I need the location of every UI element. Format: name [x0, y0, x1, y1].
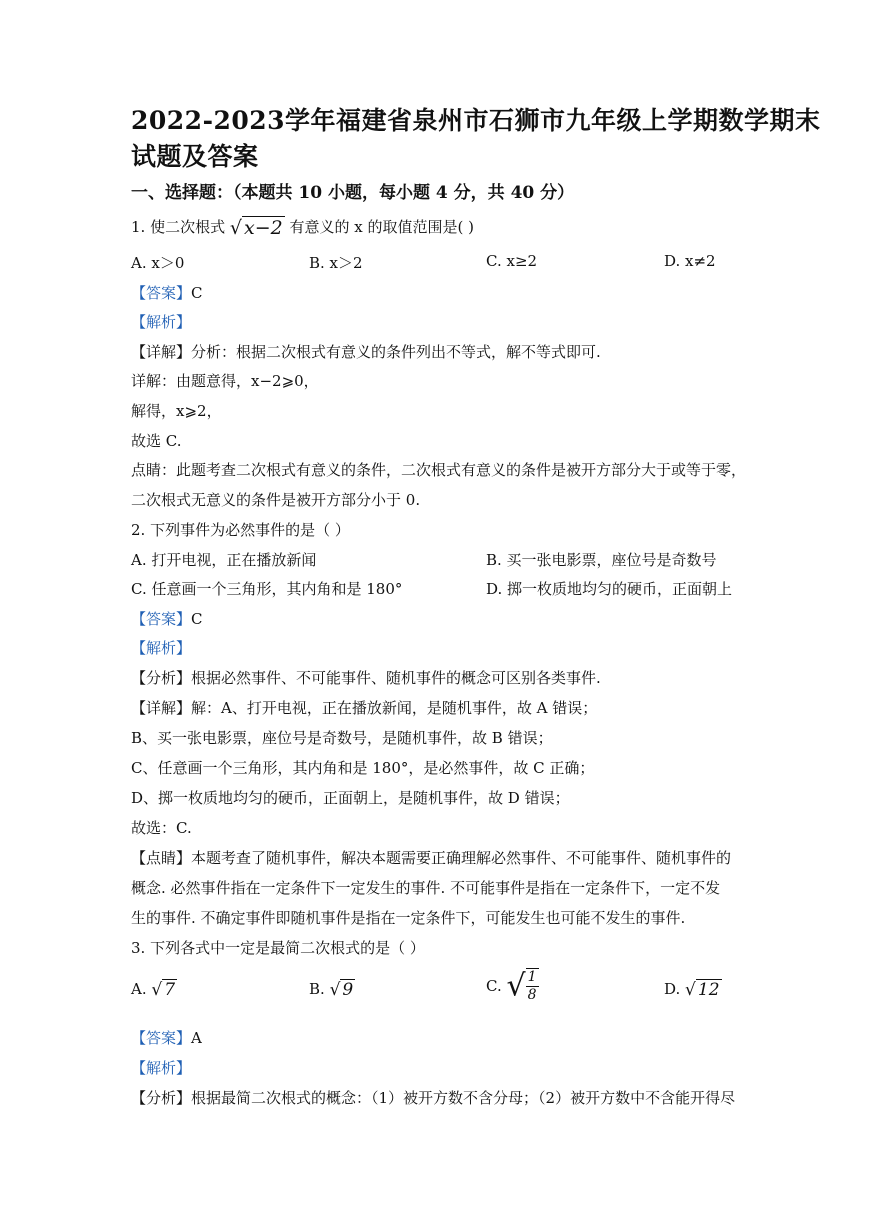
q2-answer-line: [131, 608, 203, 629]
q2-option-d: D. 掷一枚质地均匀的硬币，正面朝上: [486, 580, 733, 598]
q1-option-c: C. x≥2: [486, 252, 538, 270]
q1-option-a: A. x＞0: [131, 254, 185, 272]
q1-solution-2: 解得，x⩾2，: [131, 402, 222, 420]
q3-option-c-denominator: 8: [527, 987, 537, 1003]
q1-note-1: 点睛：此题考查二次根式有意义的条件，二次根式有意义的条件是被开方部分大于或等于零，: [131, 461, 747, 479]
section-heading: 一、选择题：（本题共 10 小题，每小题 4 分，共 40 分）: [131, 183, 575, 203]
q1-solution-3: 故选 C.: [131, 432, 182, 450]
q3-option-a-label: A.: [131, 980, 147, 998]
q2-option-c: C. 任意画一个三角形，其内角和是 180°: [131, 580, 403, 598]
q3-option-c-numerator: 1: [527, 969, 537, 985]
q1-stem: [131, 216, 474, 239]
q2-note-3: 生的事件. 不确定事件即随机事件是指在一定条件下，可能发生也可能不发生的事件.: [131, 909, 686, 927]
q3-option-a-radical: √ 7: [151, 980, 176, 1000]
q2-option-a: A. 打开电视，正在播放新闻: [131, 551, 317, 569]
document-title-line2: 试题及答案: [131, 142, 259, 171]
q1-answer-tag: 【答案】: [131, 284, 192, 302]
q2-note-2: 概念. 必然事件指在一定条件下一定发生的事件. 不可能事件是指在一定条件下，一定不发: [131, 879, 721, 897]
q3-option-c: [486, 968, 539, 1004]
q1-analysis-tag: 【解析】: [131, 313, 192, 331]
q2-analysis-tag: 【解析】: [131, 639, 192, 657]
q3-option-d-label: D.: [664, 980, 681, 998]
q2-answer: C: [191, 610, 203, 628]
q1-note-2: 二次根式无意义的条件是被开方部分小于 0.: [131, 491, 421, 509]
q1-radicand: x−2: [243, 217, 283, 239]
q2-detail-1: 【详解】解：A、打开电视，正在播放新闻，是随机事件，故 A 错误；: [131, 699, 598, 717]
q3-option-a-radicand: 7: [164, 980, 176, 1000]
q3-option-a: [131, 980, 177, 1000]
q3-answer-tag: 【答案】: [131, 1029, 192, 1047]
q1-detail: 【详解】分析：根据二次根式有意义的条件列出不等式，解不等式即可.: [131, 343, 601, 361]
q3-answer: A: [191, 1029, 202, 1047]
q3-answer-line: [131, 1027, 202, 1048]
q3-option-b-radicand: 9: [342, 980, 354, 1000]
q3-option-d-radical: √ 12: [685, 980, 720, 1000]
q1-stem-after: 有意义的 x 的取值范围是( ): [289, 218, 474, 236]
q1-stem-before: 1. 使二次根式: [131, 218, 226, 236]
q3-analysis-tag: 【解析】: [131, 1059, 192, 1077]
q2-detail-3: C、任意画一个三角形，其内角和是 180°，是必然事件，故 C 正确；: [131, 759, 595, 777]
q3-option-d-radicand: 12: [697, 980, 720, 1000]
q1-answer-line: [131, 282, 203, 303]
q1-answer: C: [191, 284, 203, 302]
q2-fenxi: 【分析】根据必然事件、不可能事件、随机事件的概念可区别各类事件.: [131, 669, 601, 687]
q1-radical: √ x−2: [229, 217, 283, 239]
q3-option-b-label: B.: [309, 980, 325, 998]
q1-option-d: D. x≠2: [664, 252, 716, 270]
q2-detail-4: D、掷一枚质地均匀的硬币，正面朝上，是随机事件，故 D 错误；: [131, 789, 570, 807]
q3-fenxi: 【分析】根据最简二次根式的概念：（1）被开方数不含分母；（2）被开方数中不含能开得尽: [131, 1089, 736, 1107]
q3-stem: 3. 下列各式中一定是最简二次根式的是（ ）: [131, 939, 425, 957]
q3-option-b-radical: √ 9: [329, 980, 354, 1000]
q1-option-b: B. x＞2: [309, 254, 363, 272]
q2-detail-5: 故选：C.: [131, 819, 192, 837]
q3-option-c-label: C.: [486, 977, 502, 995]
q2-answer-tag: 【答案】: [131, 610, 192, 628]
document-title-line1: 2022-2023学年福建省泉州市石狮市九年级上学期数学期末: [131, 106, 821, 135]
q3-option-b: [309, 980, 355, 1000]
q2-stem: 2. 下列事件为必然事件的是（ ）: [131, 521, 350, 539]
q2-note-1: 【点睛】本题考查了随机事件，解决本题需要正确理解必然事件、不可能事件、随机事件的: [131, 849, 732, 867]
q1-solution-1: 详解：由题意得，x−2⩾0，: [131, 372, 319, 390]
q3-option-c-radical: √ $\frac{1}{8}$: [506, 968, 537, 1004]
q2-option-b: B. 买一张电影票，座位号是奇数号: [486, 551, 717, 569]
q2-detail-2: B、买一张电影票，座位号是奇数号，是随机事件，故 B 错误；: [131, 729, 553, 747]
q3-option-d: [664, 980, 722, 1000]
